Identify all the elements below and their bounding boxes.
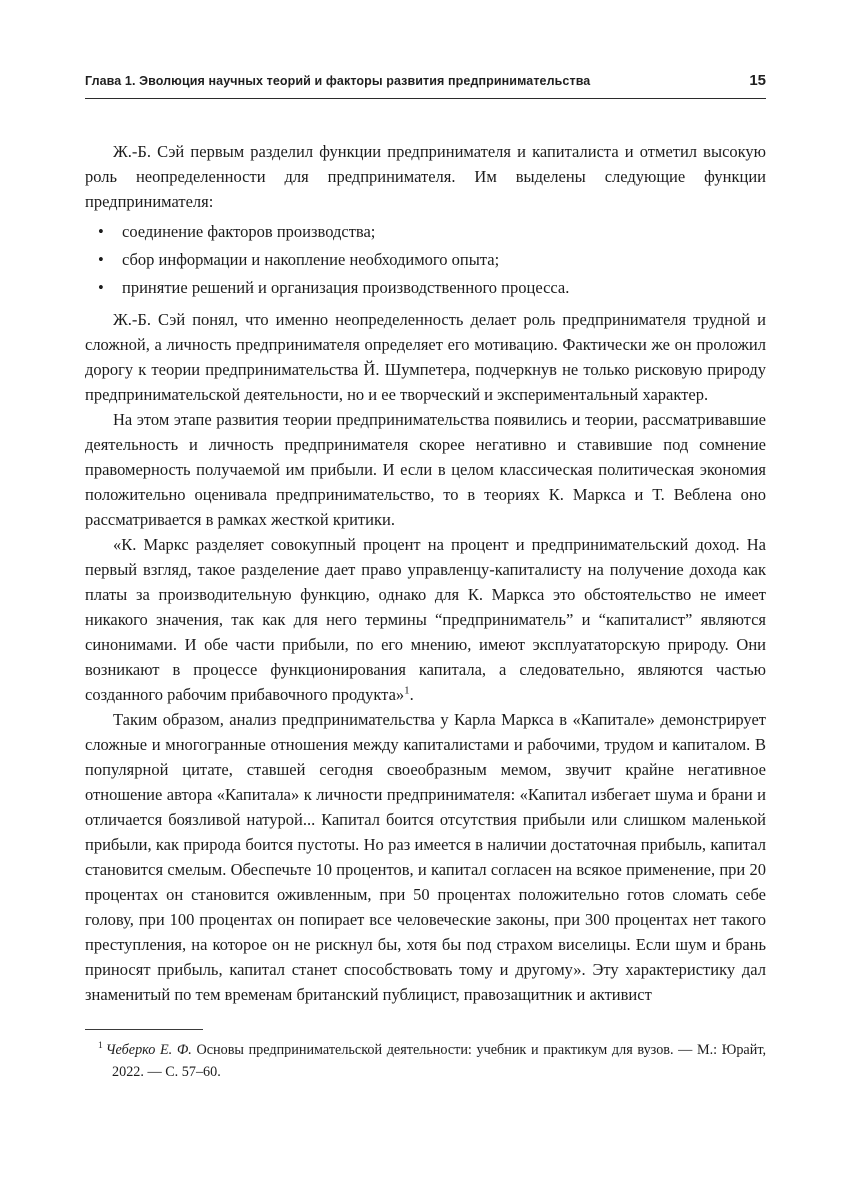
- list-item-text: принятие решений и организация производственного процесса.: [122, 278, 570, 297]
- list-item-text: соединение факторов производства;: [122, 222, 376, 241]
- footnote-section: [85, 1029, 766, 1083]
- page-header: [85, 72, 766, 99]
- footnote-marker: 1: [404, 684, 410, 697]
- paragraph-say-insight: Ж.-Б. Сэй понял, что именно неопределенность делает роль предпринимателя трудной и сложной, а личность предпринимателя определяет его мотивацию. Фактически же он проложил дорогу к теории предпринимательства Й. Шумпетера, подчеркнув не только рисковую природу предпринимательской деятельности, но и ее творческий и экспериментальный характер.: [85, 310, 766, 404]
- page-number: 15: [749, 72, 766, 89]
- paragraph-say-functions: Ж.-Б. Сэй первым разделил функции предпринимателя и капиталиста и отметил высокую роль неопределенности для предпринимателя. Им выделены следующие функции предпринимателя:: [85, 142, 766, 211]
- list-item: [85, 219, 766, 244]
- paragraph-marx-quote-text: «К. Маркс разделяет совокупный процент на процент и предпринимательский доход. На первый взгляд, такое разделение дает право управленцу-капиталисту на получение дохода как платы за производительную функцию, однако для К. Маркса это обстоятельство не имеет никакого значения, так как для него термины “предприниматель” и “капиталист” являются синонимами. И обе части прибыли, по его мнению, имеют эксплуататорскую природу. Они возникают в процессе функционирования капитала, а следовательно, являются частью созданного рабочим прибавочного продукта»: [85, 535, 766, 704]
- bullet-list: [85, 219, 766, 300]
- body-text: [85, 139, 766, 1007]
- running-title: Глава 1. Эволюция научных теорий и факторы развития предпринимательства: [85, 74, 591, 88]
- footnote-author: Чеберко Е. Ф.: [105, 1042, 192, 1058]
- list-item: [85, 275, 766, 300]
- bullet-icon: •: [98, 278, 104, 297]
- paragraph-marx-quote-end: .: [409, 685, 414, 704]
- bullet-icon: •: [98, 250, 104, 269]
- footnote-number: 1: [98, 1041, 103, 1052]
- footnote: [85, 1040, 766, 1083]
- paragraph-negative-theories: На этом этапе развития теории предпринимательства появились и теории, рассматривавшие деятельность и личность предпринимателя скорее негативно и ставившие под сомнение правомерность получаемой им прибыли. И если в целом классическая политическая экономия положительно оценивала предпринимательство, то в теориях К. Маркса и Т. Веблена оно рассматривается в рамках жесткой критики.: [85, 410, 766, 529]
- paragraph-kapital-analysis: Таким образом, анализ предпринимательства у Карла Маркса в «Капитале» демонстрирует сложные и многогранные отношения между капиталистами и рабочими, трудом и капиталом. В популярной цитате, ставшей сегодня своеобразным мемом, звучит крайне негативное отношение автора «Капитала» к личности предпринимателя: «Капитал избегает шума и брани и отличается боязливой натурой... Капитал боится отсутствия прибыли или слишком маленькой прибыли, как природа боится пустоты. Но раз имеется в наличии достаточная прибыль, капитал становится смелым. Обеспечьте 10 процентов, и капитал согласен на всякое применение, при 20 процентах он становится оживленным, при 50 процентах положительно готов сломать себе голову, при 100 процентах он попирает все человеческие законы, при 300 процентах нет такого преступления, на которое он не рискнул бы, хотя бы под страхом виселицы. Если шум и брань приносят прибыль, капитал станет способствовать тому и другому». Эту характеристику дал знаменитый по тем временам британский публицист, правозащитник и активист: [85, 710, 766, 1004]
- list-item: [85, 247, 766, 272]
- list-item-text: сбор информации и накопление необходимого опыта;: [122, 250, 500, 269]
- footnote-text: Основы предпринимательской деятельности: учебник и практикум для вузов. — М.: Юрайт, 2022. — С. 57–60.: [112, 1042, 766, 1080]
- footnote-divider: [85, 1029, 203, 1030]
- bullet-icon: •: [98, 222, 104, 241]
- paragraph-marx-quote: [85, 532, 766, 707]
- page-content: [85, 72, 766, 1083]
